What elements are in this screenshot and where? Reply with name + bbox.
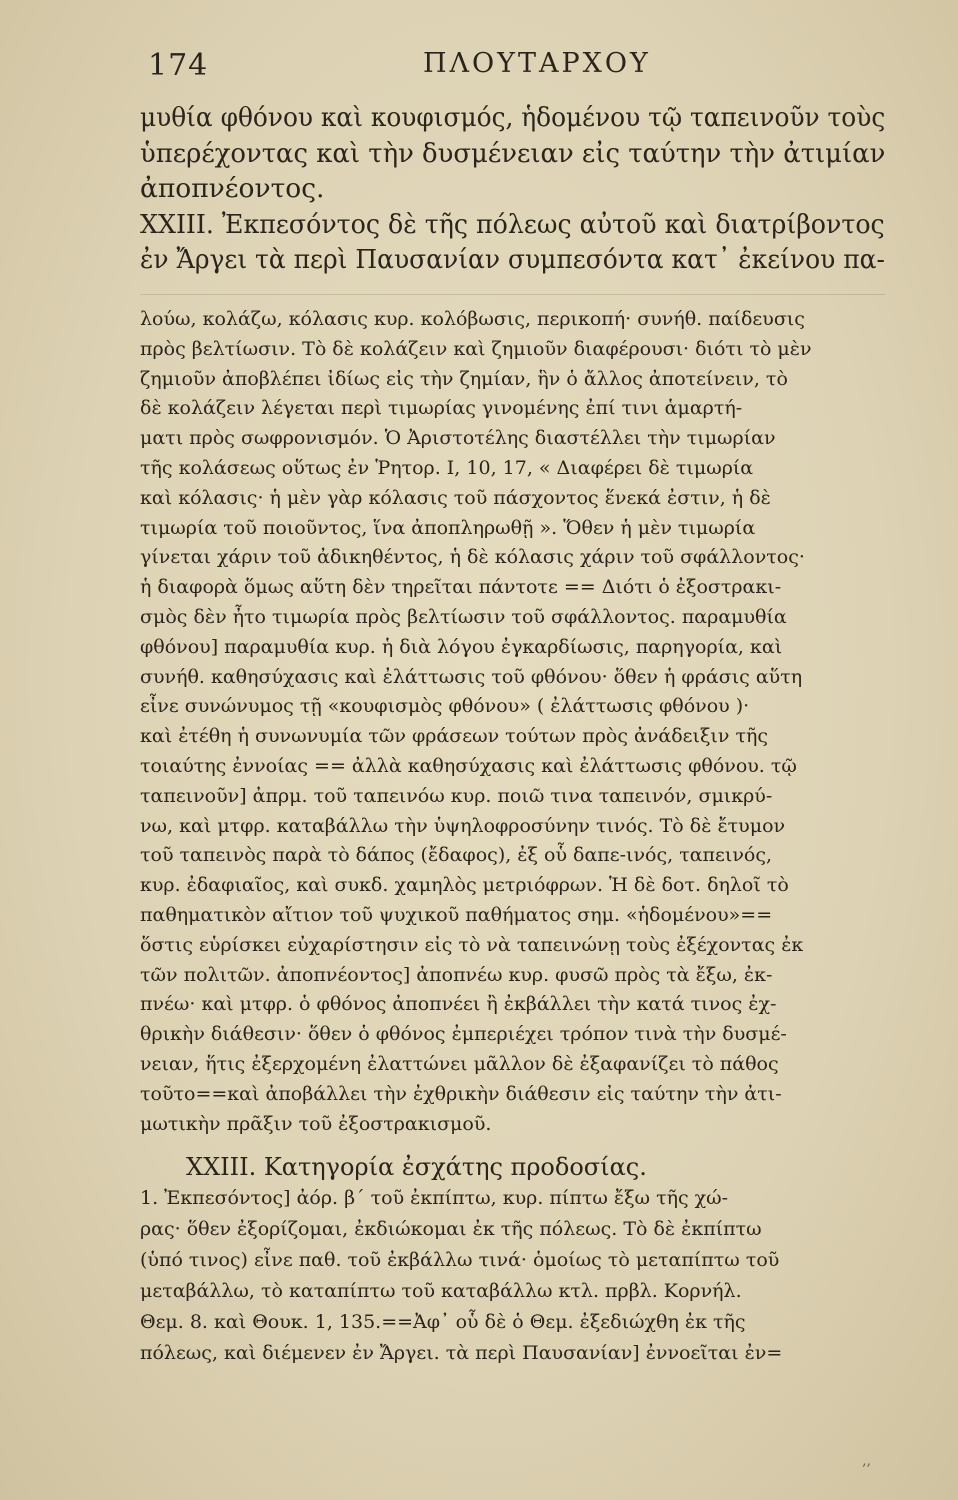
commentary-line: ρας· ὅθεν ἐξορίζομαι, ἐκδιώκομαι ἐκ τῆς πόλεως. Τὸ δὲ ἐκπίπτω — [140, 1218, 762, 1240]
commentary-line: ταπεινοῦν] ἀπρμ. τοῦ ταπεινόω κυρ. ποιῶ τινα ταπεινόν, σμικρύ- — [140, 784, 773, 807]
commentary-line: καὶ ἐτέθη ἡ συνωνυμία τῶν φράσεων τούτων πρὸς ἀνάδειξιν τῆς — [140, 725, 769, 748]
commentary-line: μωτικὴν πρᾶξιν τοῦ ἐξοστρακισμοῦ. — [140, 1112, 492, 1135]
main-text-line: ἀποπνέοντος. — [140, 173, 325, 204]
commentary-line: πνέω· καὶ μτφρ. ὁ φθόνος ἀποπνέει ἢ ἐκβάλλει τὴν κατά τινος ἐχ- — [140, 993, 777, 1016]
commentary-line: κυρ. ἐδαφιαῖος, καὶ συκδ. χαμηλὸς μετριόφρων. Ἡ δὲ δοτ. δηλοῖ τὸ — [140, 874, 789, 897]
commentary-line: λούω, κολάζω, κόλασις κυρ. κολόβωσις, περικοπή· συνήθ. παίδευσις — [140, 308, 805, 330]
main-text-line: XXIII. Ἐκπεσόντος δὲ τῆς πόλεως αὐτοῦ καὶ διατρίβοντος — [140, 208, 885, 240]
commentary-line: τῆς κολάσεως οὕτως ἐν Ῥητορ. I, 10, 17, « Διαφέρει δὲ τιμωρία — [140, 456, 754, 479]
commentary-block — [140, 305, 885, 1139]
commentary-line: (ὑπό τινος) εἶνε παθ. τοῦ ἐκβάλλω τινά· ὁμοίως τὸ μεταπίπτω τοῦ — [140, 1249, 780, 1271]
commentary-line: ἡ διαφορὰ ὅμως αὕτη δὲν τηρεῖται πάντοτε == Διότι ὁ ἐξοστρακι- — [140, 576, 782, 599]
main-text-line: ἐν Ἄργει τὰ περὶ Παυσανίαν συμπεσόντα κατ᾽ ἐκείνου πα- — [140, 244, 885, 275]
commentary-line: τῶν πολιτῶν. ἀποπνέοντος] ἀποπνέω κυρ. φυσῶ πρὸς τὰ ἔξω, ἐκ- — [140, 963, 773, 986]
commentary-line: Θεμ. 8. καὶ Θουκ. 1, 135.==Ἀφ᾽ οὗ δὲ ὁ Θεμ. ἐξεδιώχθη ἐκ τῆς — [140, 1311, 746, 1333]
commentary-line: μεταβάλλω, τὸ καταπίπτω τοῦ καταβάλλω κτλ. πρβλ. Κορνήλ. — [140, 1280, 742, 1302]
commentary-line: πόλεως, καὶ διέμενεν ἐν Ἄργει. τὰ περὶ Παυσανίαν] ἐννοεῖται ἐν= — [140, 1342, 783, 1364]
running-title: ΠΛΟΥΤΑΡΧΟΥ — [423, 48, 651, 79]
commentary-line: νειαν, ἥτις ἐξερχομένη ἐλαττώνει μᾶλλον δὲ ἐξαφανίζει τὸ πάθος — [140, 1052, 779, 1075]
main-text-line: μυθία φθόνου καὶ κουφισμός, ἡδομένου τῷ ταπεινοῦν τοὺς — [140, 102, 886, 133]
main-text-block — [140, 100, 885, 278]
commentary-line: νω, καὶ μτφρ. καταβάλλω τὴν ὑψηλοφροσύνην τινός. Τὸ δὲ ἔτυμον — [140, 814, 786, 837]
commentary-line: φθόνου] παραμυθία κυρ. ἡ διὰ λόγου ἐγκαρδίωσις, παρηγορία, καὶ — [140, 635, 783, 658]
commentary-line: συνήθ. καθησύχασις καὶ ἐλάττωσις τοῦ φθόνου· ὅθεν ἡ φράσις αὕτη — [140, 665, 803, 688]
commentary-line: ζημιοῦν ἀποβλέπει ἰδίως εἰς τὴν ζημίαν, ἣν ὁ ἄλλος ἀποτείνειν, τὸ — [140, 367, 788, 390]
commentary-line: θρικὴν διάθεσιν· ὅθεν ὁ φθόνος ἐμπεριέχει τρόπον τινὰ τὴν δυσμέ- — [140, 1023, 787, 1046]
section-heading: XXIII. Κατηγορία ἐσχάτης προδοσίας. — [186, 1153, 647, 1181]
commentary-line: ὅστις εὑρίσκει εὐχαρίστησιν εἰς τὸ νὰ ταπεινώνῃ τοὺς ἐξέχοντας ἐκ — [140, 933, 804, 956]
commentary-line: δὲ κολάζειν λέγεται περὶ τιμωρίας γινομένης ἐπί τινι ἁμαρτή- — [140, 397, 743, 420]
commentary-line: τοῦτο==καὶ ἀποβάλλει τὴν ἐχθρικὴν διάθεσιν εἰς ταύτην τὴν ἀτι- — [140, 1082, 782, 1105]
page-header — [148, 48, 878, 88]
commentary-block-2 — [140, 1183, 885, 1369]
commentary-line: καὶ κόλασις· ἡ μὲν γὰρ κόλασις τοῦ πάσχοντος ἕνεκά ἐστιν, ἡ δὲ — [140, 486, 771, 509]
commentary-line: γίνεται χάριν τοῦ ἀδικηθέντος, ἡ δὲ κόλασις χάριν τοῦ σφάλλοντος· — [140, 546, 805, 569]
commentary-line: πρὸς βελτίωσιν. Τὸ δὲ κολάζειν καὶ ζημιοῦν διαφέρουσι· διότι τὸ μὲν — [140, 337, 812, 360]
commentary-line: τοιαύτης ἐννοίας == ἀλλὰ καθησύχασις καὶ ἐλάττωσις φθόνου. τῷ — [140, 754, 797, 777]
commentary-line: εἶνε συνώνυμος τῇ «κουφισμὸς φθόνου» ( ἐλάττωσις φθόνου )· — [140, 695, 750, 718]
main-text-line: ὑπερέχοντας καὶ τὴν δυσμένειαν εἰς ταύτην τὴν ἀτιμίαν — [140, 137, 886, 169]
commentary-line: τοῦ ταπεινὸς παρὰ τὸ δάπος (ἔδαφος), ἐξ οὗ δαπε-ινός, ταπεινός, — [140, 844, 773, 867]
text-divider — [140, 294, 885, 295]
commentary-line: τιμωρία τοῦ ποιοῦντος, ἵνα ἀποπληρωθῇ ». Ὅθεν ἡ μὲν τιμωρία — [140, 516, 756, 539]
commentary-line: ματι πρὸς σωφρονισμόν. Ὁ Ἀριστοτέλης διαστέλλει τὴν τιμωρίαν — [140, 427, 776, 450]
commentary-line: παθηματικὸν αἴτιον τοῦ ψυχικοῦ παθήματος σημ. «ἡδομένου»== — [140, 903, 773, 926]
commentary-line: 1. Ἐκπεσόντος] ἀόρ. β´ τοῦ ἐκπίπτω, κυρ. πίπτω ἔξω τῆς χώ- — [140, 1187, 729, 1209]
commentary-line: σμὸς δὲν ἦτο τιμωρία πρὸς βελτίωσιν τοῦ σφάλλοντος. παραμυθία — [140, 605, 787, 628]
page-number: 174 — [148, 48, 209, 83]
margin-mark: ‚‚ — [862, 1453, 871, 1469]
